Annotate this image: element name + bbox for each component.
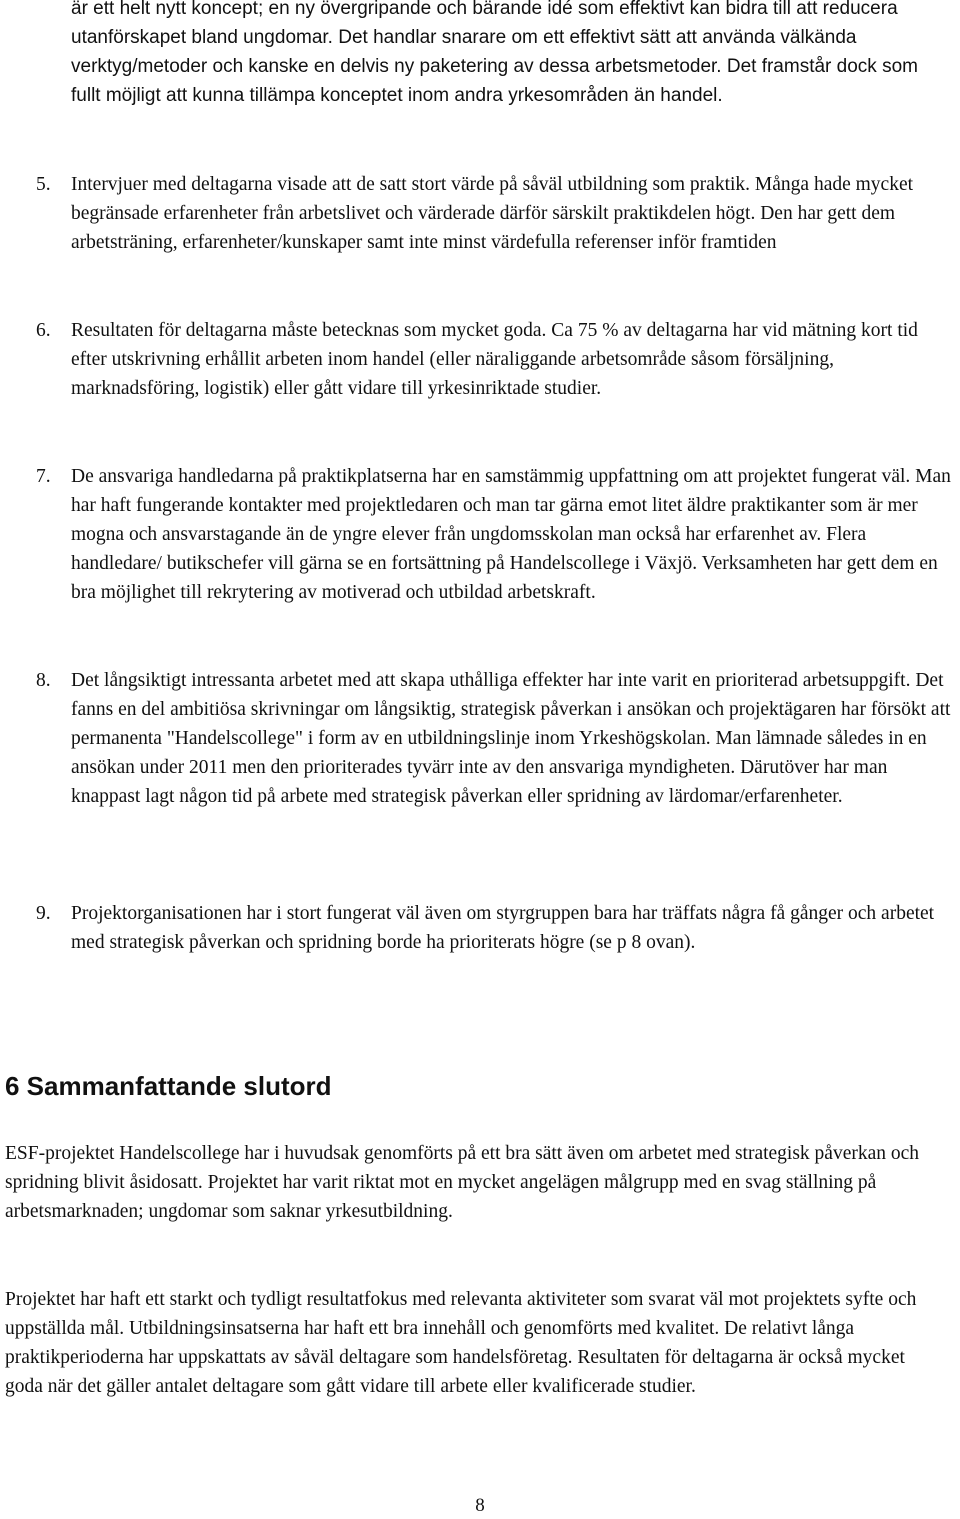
summary-paragraph-2: Projektet har haft ett starkt och tydligt resultatfokus med relevanta aktiviteter som svarat väl mot projektets syfte och uppställda mål. Utbildningsinsatserna har haft ett bra innehåll och genomförts med kvalitet. De relativt långa praktikperioderna har uppskattats av såväl deltagare som handelsföretag. Resultaten för deltagarna är också mycket goda när det gäller antalet deltagare som gått vidare till arbete eller kvalificerade studier. (5, 1289, 917, 1397)
intro-paragraph: är ett helt nytt koncept; en ny övergripande och bärande idé som effektivt kan bidra till att reducera utanförskapet bland ungdomar. Det handlar snarare om ett effektivt sätt att använda välkända verktyg/metoder och kanske en delvis ny paketering av dessa arbetsmetoder. Det framstår dock som fullt möjligt att kunna tillämpa konceptet inom andra yrkesområden än handel. (71, 0, 918, 106)
list-item-number: 5. (36, 174, 51, 195)
page-number: 8 (475, 1495, 485, 1516)
summary-paragraph-1: ESF-projektet Handelscollege har i huvudsak genomförts på ett bra sätt även om arbetet med strategisk påverkan och spridning blivit åsidosatt. Projektet har varit riktat mot en mycket angelägen målgrupp med en svag ställning på arbetsmarknaden; ungdomar som saknar yrkesutbildning. (5, 1143, 920, 1222)
list-item-number: 6. (36, 320, 51, 341)
list-item-text: De ansvariga handledarna på praktikplatserna har en samstämmig uppfattning om att projektet fungerat väl. Man har haft fungerande kontakter med projektledaren och man tar gärna emot litet äldre praktikanter som är mer mogna och ansvarstagande än de yngre elever från ungdomsskolan man också har erfarenhet av. Flera handledare/ butikschefer vill gärna se en fortsättning på Handelscollege i Växjö. Verksamheten har gett dem en bra möjlighet till rekrytering av motiverad och utbildad arbetskraft. (71, 466, 951, 603)
list-item-text: Resultaten för deltagarna måste betecknas som mycket goda. Ca 75 % av deltagarna har vid mätning kort tid efter utskrivning erhållit arbeten inom handel (eller näraliggande arbetsområde såsom försäljning, marknadsföring, logistik) eller gått vidare till yrkesinriktade studier. (71, 320, 918, 399)
list-item-number: 7. (36, 466, 51, 487)
section-heading: 6 Sammanfattande slutord (5, 1071, 332, 1101)
list-item-text: Det långsiktigt intressanta arbetet med att skapa uthålliga effekter har inte varit en prioriterad arbetsuppgift. Det fanns en del ambitiösa skrivningar om långsiktig, strategisk påverkan i ansökan och projektägaren har försökt att permanenta "Handelscollege" i form av en utbildningslinje inom Yrkeshögskolan. Man lämnade således in en ansökan under 2011 men den prioriterades tyvärr inte av den ansvariga myndigheten. Därutöver har man knappast lagt någon tid på arbete med strategisk påverkan eller spridning av lärdomar/erfarenheter. (71, 670, 951, 807)
list-item-number: 8. (36, 670, 51, 691)
list-item-text: Projektorganisationen har i stort fungerat väl även om styrgruppen bara har träffats några få gånger och arbetet med strategisk påverkan och spridning borde ha prioriterats högre (se p 8 ovan). (71, 903, 935, 953)
list-item-number: 9. (36, 903, 51, 924)
list-item-text: Intervjuer med deltagarna visade att de satt stort värde på såväl utbildning som praktik. Många hade mycket begränsade erfarenheter från arbetslivet och värderade därför särskilt praktikdelen högt. Den har gett dem arbetsträning, erfarenheter/kunskaper samt inte minst värdefulla referenser inför framtiden (71, 174, 914, 253)
